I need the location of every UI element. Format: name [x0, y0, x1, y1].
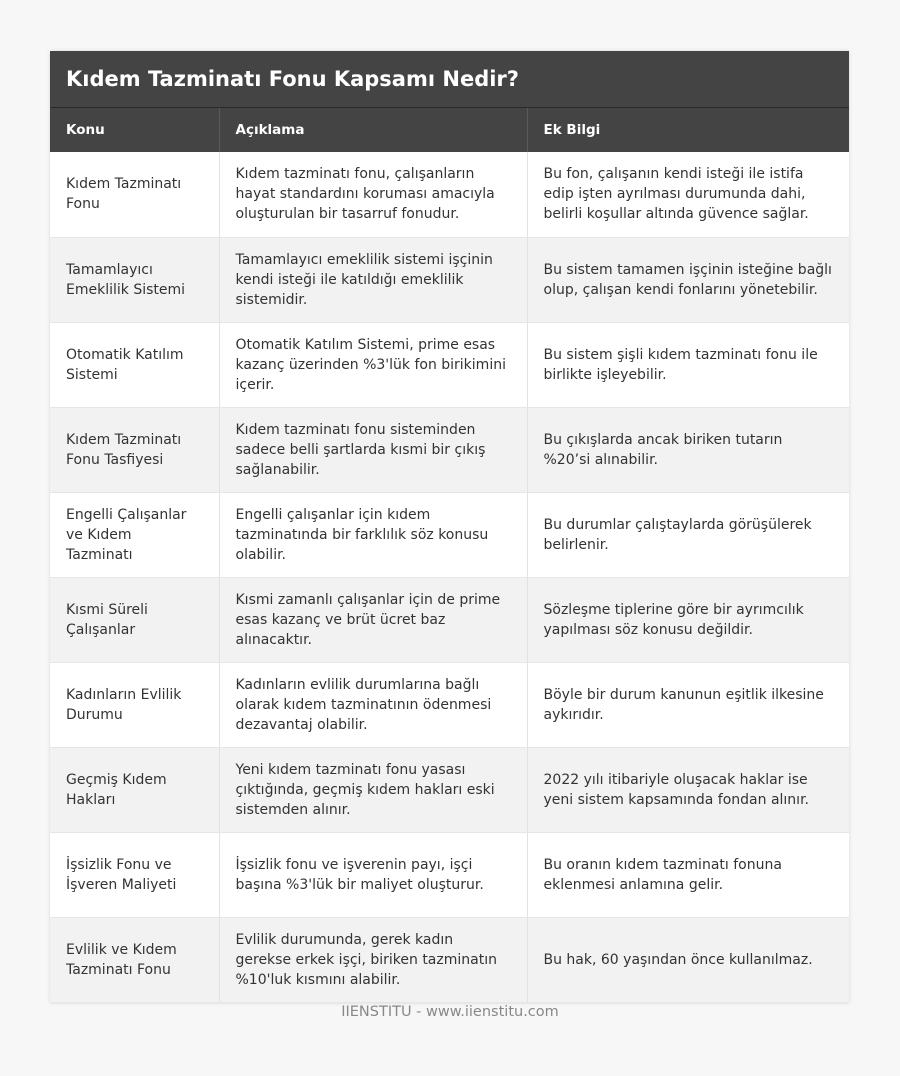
table-row: [50, 152, 849, 237]
cell-aciklama: Otomatik Katılım Sistemi, prime esas kazanç üzerinden %3'lük fon birikimini içerir.: [219, 322, 527, 407]
table-row: [50, 832, 849, 917]
table-row: [50, 662, 849, 747]
cell-konu: Engelli Çalışanlar ve Kıdem Tazminatı: [50, 492, 219, 577]
table-row: [50, 747, 849, 832]
cell-aciklama: Kıdem tazminatı fonu sisteminden sadece belli şartlarda kısmi bir çıkış sağlanabilir.: [219, 407, 527, 492]
table-row: [50, 917, 849, 1002]
cell-aciklama: Kısmi zamanlı çalışanlar için de prime esas kazanç ve brüt ücret baz alınacaktır.: [219, 577, 527, 662]
cell-ek-bilgi: Bu fon, çalışanın kendi isteği ile istifa edip işten ayrılması durumunda dahi, belirli koşullar altında güvence sağlar.: [527, 152, 849, 237]
footer-credit: IIENSTITU - www.iienstitu.com: [341, 1004, 559, 1020]
column-header-ek-bilgi: Ek Bilgi: [527, 108, 849, 152]
cell-konu: İşsizlik Fonu ve İşveren Maliyeti: [50, 832, 219, 917]
cell-ek-bilgi: Bu çıkışlarda ancak biriken tutarın %20’si alınabilir.: [527, 407, 849, 492]
cell-aciklama: Kadınların evlilik durumlarına bağlı olarak kıdem tazminatının ödenmesi dezavantaj olabilir.: [219, 662, 527, 747]
cell-konu: Kıdem Tazminatı Fonu Tasfiyesi: [50, 407, 219, 492]
cell-ek-bilgi: Bu sistem tamamen işçinin isteğine bağlı olup, çalışan kendi fonlarını yönetebilir.: [527, 237, 849, 322]
table-title: Kıdem Tazminatı Fonu Kapsamı Nedir?: [50, 51, 849, 108]
cell-konu: Kısmi Süreli Çalışanlar: [50, 577, 219, 662]
cell-aciklama: İşsizlik fonu ve işverenin payı, işçi başına %3'lük bir maliyet oluşturur.: [219, 832, 527, 917]
cell-ek-bilgi: Böyle bir durum kanunun eşitlik ilkesine aykırıdır.: [527, 662, 849, 747]
table-card: [50, 51, 849, 1003]
cell-konu: Kadınların Evlilik Durumu: [50, 662, 219, 747]
cell-ek-bilgi: 2022 yılı itibariyle oluşacak haklar ise yeni sistem kapsamında fondan alınır.: [527, 747, 849, 832]
cell-aciklama: Tamamlayıcı emeklilik sistemi işçinin kendi isteği ile katıldığı emeklilik sistemidir.: [219, 237, 527, 322]
table-row: [50, 577, 849, 662]
cell-konu: Evlilik ve Kıdem Tazminatı Fonu: [50, 917, 219, 1002]
cell-aciklama: Yeni kıdem tazminatı fonu yasası çıktığında, geçmiş kıdem hakları eski sistemden alınır.: [219, 747, 527, 832]
cell-konu: Kıdem Tazminatı Fonu: [50, 152, 219, 237]
cell-aciklama: Kıdem tazminatı fonu, çalışanların hayat standardını koruması amacıyla oluşturulan bir tasarruf fonudur.: [219, 152, 527, 237]
column-header-aciklama: Açıklama: [219, 108, 527, 152]
header-row: [50, 108, 849, 152]
data-table: [50, 108, 849, 1003]
table-row: [50, 407, 849, 492]
cell-ek-bilgi: Bu oranın kıdem tazminatı fonuna eklenmesi anlamına gelir.: [527, 832, 849, 917]
cell-ek-bilgi: Bu durumlar çalıştaylarda görüşülerek belirlenir.: [527, 492, 849, 577]
cell-konu: Otomatik Katılım Sistemi: [50, 322, 219, 407]
cell-ek-bilgi: Bu sistem şişli kıdem tazminatı fonu ile birlikte işleyebilir.: [527, 322, 849, 407]
cell-ek-bilgi: Sözleşme tiplerine göre bir ayrımcılık yapılması söz konusu değildir.: [527, 577, 849, 662]
column-header-konu: Konu: [50, 108, 219, 152]
cell-konu: Tamamlayıcı Emeklilik Sistemi: [50, 237, 219, 322]
table-row: [50, 322, 849, 407]
table-row: [50, 492, 849, 577]
cell-ek-bilgi: Bu hak, 60 yaşından önce kullanılmaz.: [527, 917, 849, 1002]
table-row: [50, 237, 849, 322]
cell-konu: Geçmiş Kıdem Hakları: [50, 747, 219, 832]
cell-aciklama: Engelli çalışanlar için kıdem tazminatında bir farklılık söz konusu olabilir.: [219, 492, 527, 577]
cell-aciklama: Evlilik durumunda, gerek kadın gerekse erkek işçi, biriken tazminatın %10'luk kısmını alabilir.: [219, 917, 527, 1002]
